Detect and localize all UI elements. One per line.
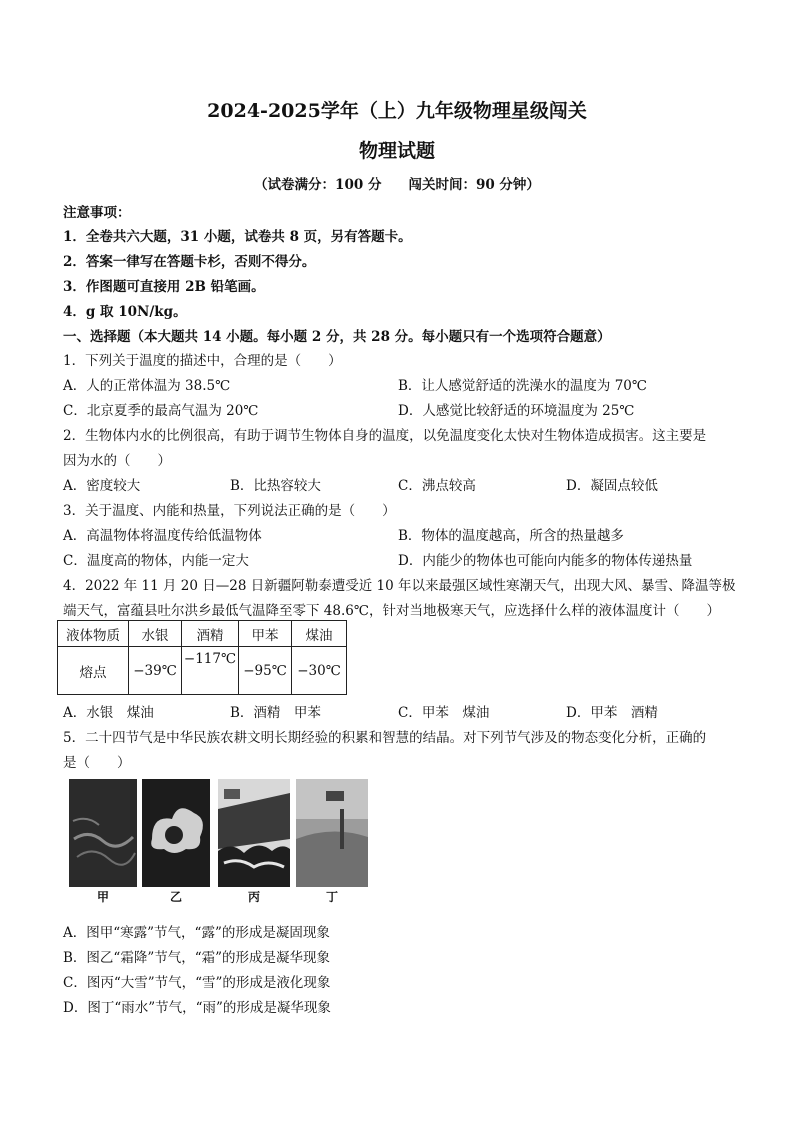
q5-option-c: C．图丙“大雪”节气，“雪”的形成是液化现象: [63, 975, 331, 991]
melting-point-table: [57, 620, 347, 695]
photo-bing: [218, 779, 290, 887]
question-1-stem: 1．下列关于温度的描述中，合理的是（ ）: [63, 353, 342, 369]
figure-label: 乙: [169, 890, 182, 904]
table-row-label: 熔点: [58, 647, 129, 695]
page-title: 2024-2025学年（上）九年级物理星级闯关: [207, 100, 587, 122]
q1-option-d: D．人感觉比较舒适的环境温度为 25℃: [398, 403, 635, 419]
photo-ding: [296, 779, 368, 887]
table-cell: −30℃: [292, 647, 347, 695]
q4-option-b: B．酒精 甲苯: [230, 705, 321, 721]
note-item: 4．g 取 10N/kg。: [63, 304, 187, 320]
note-item: 2．答案一律写在答题卡杉，否则不得分。: [63, 254, 316, 270]
table-cell: −117℃: [182, 647, 239, 695]
q4-option-c: C．甲苯 煤油: [398, 705, 490, 721]
q2-option-c: C．沸点较高: [398, 478, 476, 494]
q4-option-d: D．甲苯 酒精: [566, 705, 658, 721]
question-3-stem: 3．关于温度、内能和热量，下列说法正确的是（ ）: [63, 503, 396, 519]
q3-option-d: D．内能少的物体也可能向内能多的物体传递热量: [398, 553, 693, 569]
photo-yi: [142, 779, 210, 887]
q1-option-a: A．人的正常体温为 38.5℃: [63, 378, 231, 394]
table-header: 甲苯: [239, 621, 292, 647]
table-header: 水银: [129, 621, 182, 647]
figure-label: 丙: [247, 890, 260, 904]
q1-option-c: C．北京夏季的最高气温为 20℃: [63, 403, 259, 419]
question-2-stem: 2．生物体内水的比例很高，有助于调节生物体自身的温度，以免温度变化太快对生物体造成损害。这主要是: [63, 428, 707, 444]
q2-option-d: D．凝固点较低: [566, 478, 658, 494]
page-subtitle: 物理试题: [358, 140, 435, 162]
question-5-stem-cont: 是（ ）: [63, 755, 131, 771]
q3-option-b: B．物体的温度越高，所含的热量越多: [398, 528, 624, 544]
notes-heading: 注意事项：: [63, 205, 131, 221]
q1-option-b: B．让人感觉舒适的洗澡水的温度为 70℃: [398, 378, 647, 394]
figure-label: 丁: [325, 890, 338, 904]
table-header: 酒精: [182, 621, 239, 647]
q5-option-b: B．图乙“霜降”节气，“霜”的形成是凝华现象: [63, 950, 331, 966]
q2-option-a: A．密度较大: [63, 478, 141, 494]
question-5-stem: 5．二十四节气是中华民族农耕文明长期经验的积累和智慧的结晶。对下列节气涉及的物态变化分析，正确的: [63, 730, 707, 746]
section-heading: 一、选择题（本大题共 14 小题。每小题 2 分，共 28 分。每小题只有一个选项符合题意）: [63, 329, 611, 345]
q3-option-a: A．高温物体将温度传给低温物体: [63, 528, 262, 544]
table-cell: −95℃: [239, 647, 292, 695]
note-item: 3．作图题可直接用 2B 铅笔画。: [63, 279, 265, 295]
table-header: 液体物质: [58, 621, 129, 647]
q5-option-d: D．图丁“雨水”节气，“雨”的形成是凝华现象: [63, 1000, 331, 1016]
table-cell: −39℃: [129, 647, 182, 695]
question-2-stem-cont: 因为水的（ ）: [63, 453, 171, 469]
table-header: 煤油: [292, 621, 347, 647]
q4-option-a: A．水银 煤油: [63, 705, 154, 721]
exam-meta: （试卷满分：100 分 闯关时间：90 分钟）: [254, 177, 540, 193]
figure-label: 甲: [96, 890, 109, 904]
q3-option-c: C．温度高的物体，内能一定大: [63, 553, 249, 569]
note-item: 1．全卷共六大题，31 小题，试卷共 8 页，另有答题卡。: [63, 229, 412, 245]
question-4-stem: 4．2022 年 11 月 20 日—28 日新疆阿勒泰遭受近 10 年以来最强区域性寒潮天气，出现大风、暴雪、降温等极: [63, 578, 736, 594]
q2-option-b: B．比热容较大: [230, 478, 321, 494]
photo-jia: [69, 779, 137, 887]
question-4-stem-cont: 端天气，富蕴县吐尔洪乡最低气温降至零下 48.6℃，针对当地极寒天气，应选择什么样的液体温度计（ ）: [63, 603, 720, 619]
q5-option-a: A．图甲“寒露”节气，“露”的形成是凝固现象: [63, 925, 330, 941]
